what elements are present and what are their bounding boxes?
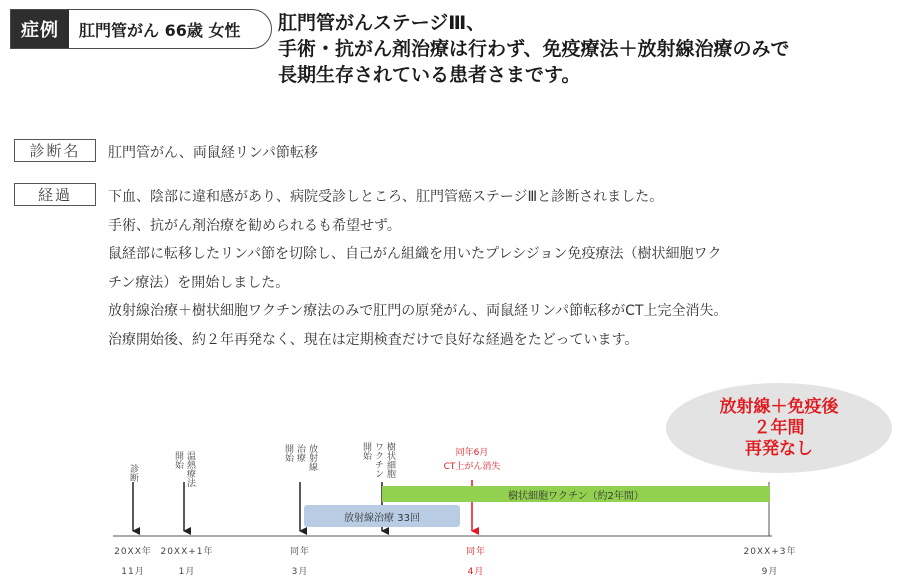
- patient-summary: 肛門管がん 66歳 女性: [79, 20, 241, 40]
- course-line: 治療開始後、約２年再発なく、現在は定期検査だけで良好な経過をたどっています。: [108, 331, 639, 348]
- case-tag: 症例: [11, 10, 69, 48]
- ct-note: 同年6月 CT上がん消失: [443, 448, 501, 472]
- date-year: 20XX+3年: [743, 547, 797, 557]
- date-month: 1月: [178, 567, 196, 577]
- date-month: 11月: [121, 567, 145, 577]
- course-line: チン療法）を開始しました。: [108, 274, 290, 291]
- vaccine-event-label: 樹状細胞 ワクチン 開始: [361, 442, 395, 478]
- date-year: 同年: [289, 547, 310, 557]
- hyperthermia-event-label: 温熱療法 開始: [173, 451, 195, 487]
- radiation-event-label: 放射線 治療 開始: [283, 444, 317, 471]
- bubble-line-1: 放射線＋免疫後: [719, 396, 839, 417]
- diagnosis-event-label: 診断: [128, 464, 138, 482]
- course-label: 経過: [14, 183, 96, 206]
- bubble-line-2: ２年間: [753, 417, 805, 438]
- diagnosis-text: 肛門管がん、両鼠経リンパ節転移: [108, 145, 318, 161]
- date-month: 4月: [467, 567, 485, 577]
- date-year: 同年: [465, 547, 486, 557]
- course-line: 放射線治療＋樹状細胞ワクチン療法のみで肛門の原発がん、両鼠経リンパ節転移がCT上完全消失。: [108, 303, 728, 319]
- date-month: 3月: [291, 567, 309, 577]
- course-line: 手術、抗がん剤治療を勧められるも希望せず。: [108, 217, 401, 234]
- vaccine-bar-label: 樹状細胞ワクチン（約2年間）: [508, 490, 644, 502]
- radiation-bar-label: 放射線治療 33回: [344, 512, 420, 524]
- headline-line-3: 長期生存されている患者さまです。: [278, 64, 581, 86]
- date-year: 20XX+1年: [160, 547, 214, 557]
- diagnosis-label: 診断名: [14, 139, 96, 162]
- course-line: 鼠経部に転移したリンパ節を切除し、自己がん組織を用いたプレシジョン免疫療法（樹状細胞ワク: [108, 246, 722, 262]
- date-year: 20XX年: [114, 547, 152, 557]
- date-month: 9月: [761, 567, 779, 577]
- headline-line-1: 肛門管がんステージⅢ、: [278, 12, 486, 34]
- headline-line-2: 手術・抗がん剤治療は行わず、免疫療法＋放射線治療のみで: [278, 38, 790, 60]
- course-line: 下血、陰部に違和感があり、病院受診しところ、肛門管癌ステージⅢと診断されました。: [108, 189, 664, 205]
- bubble-line-3: 再発なし: [745, 438, 813, 459]
